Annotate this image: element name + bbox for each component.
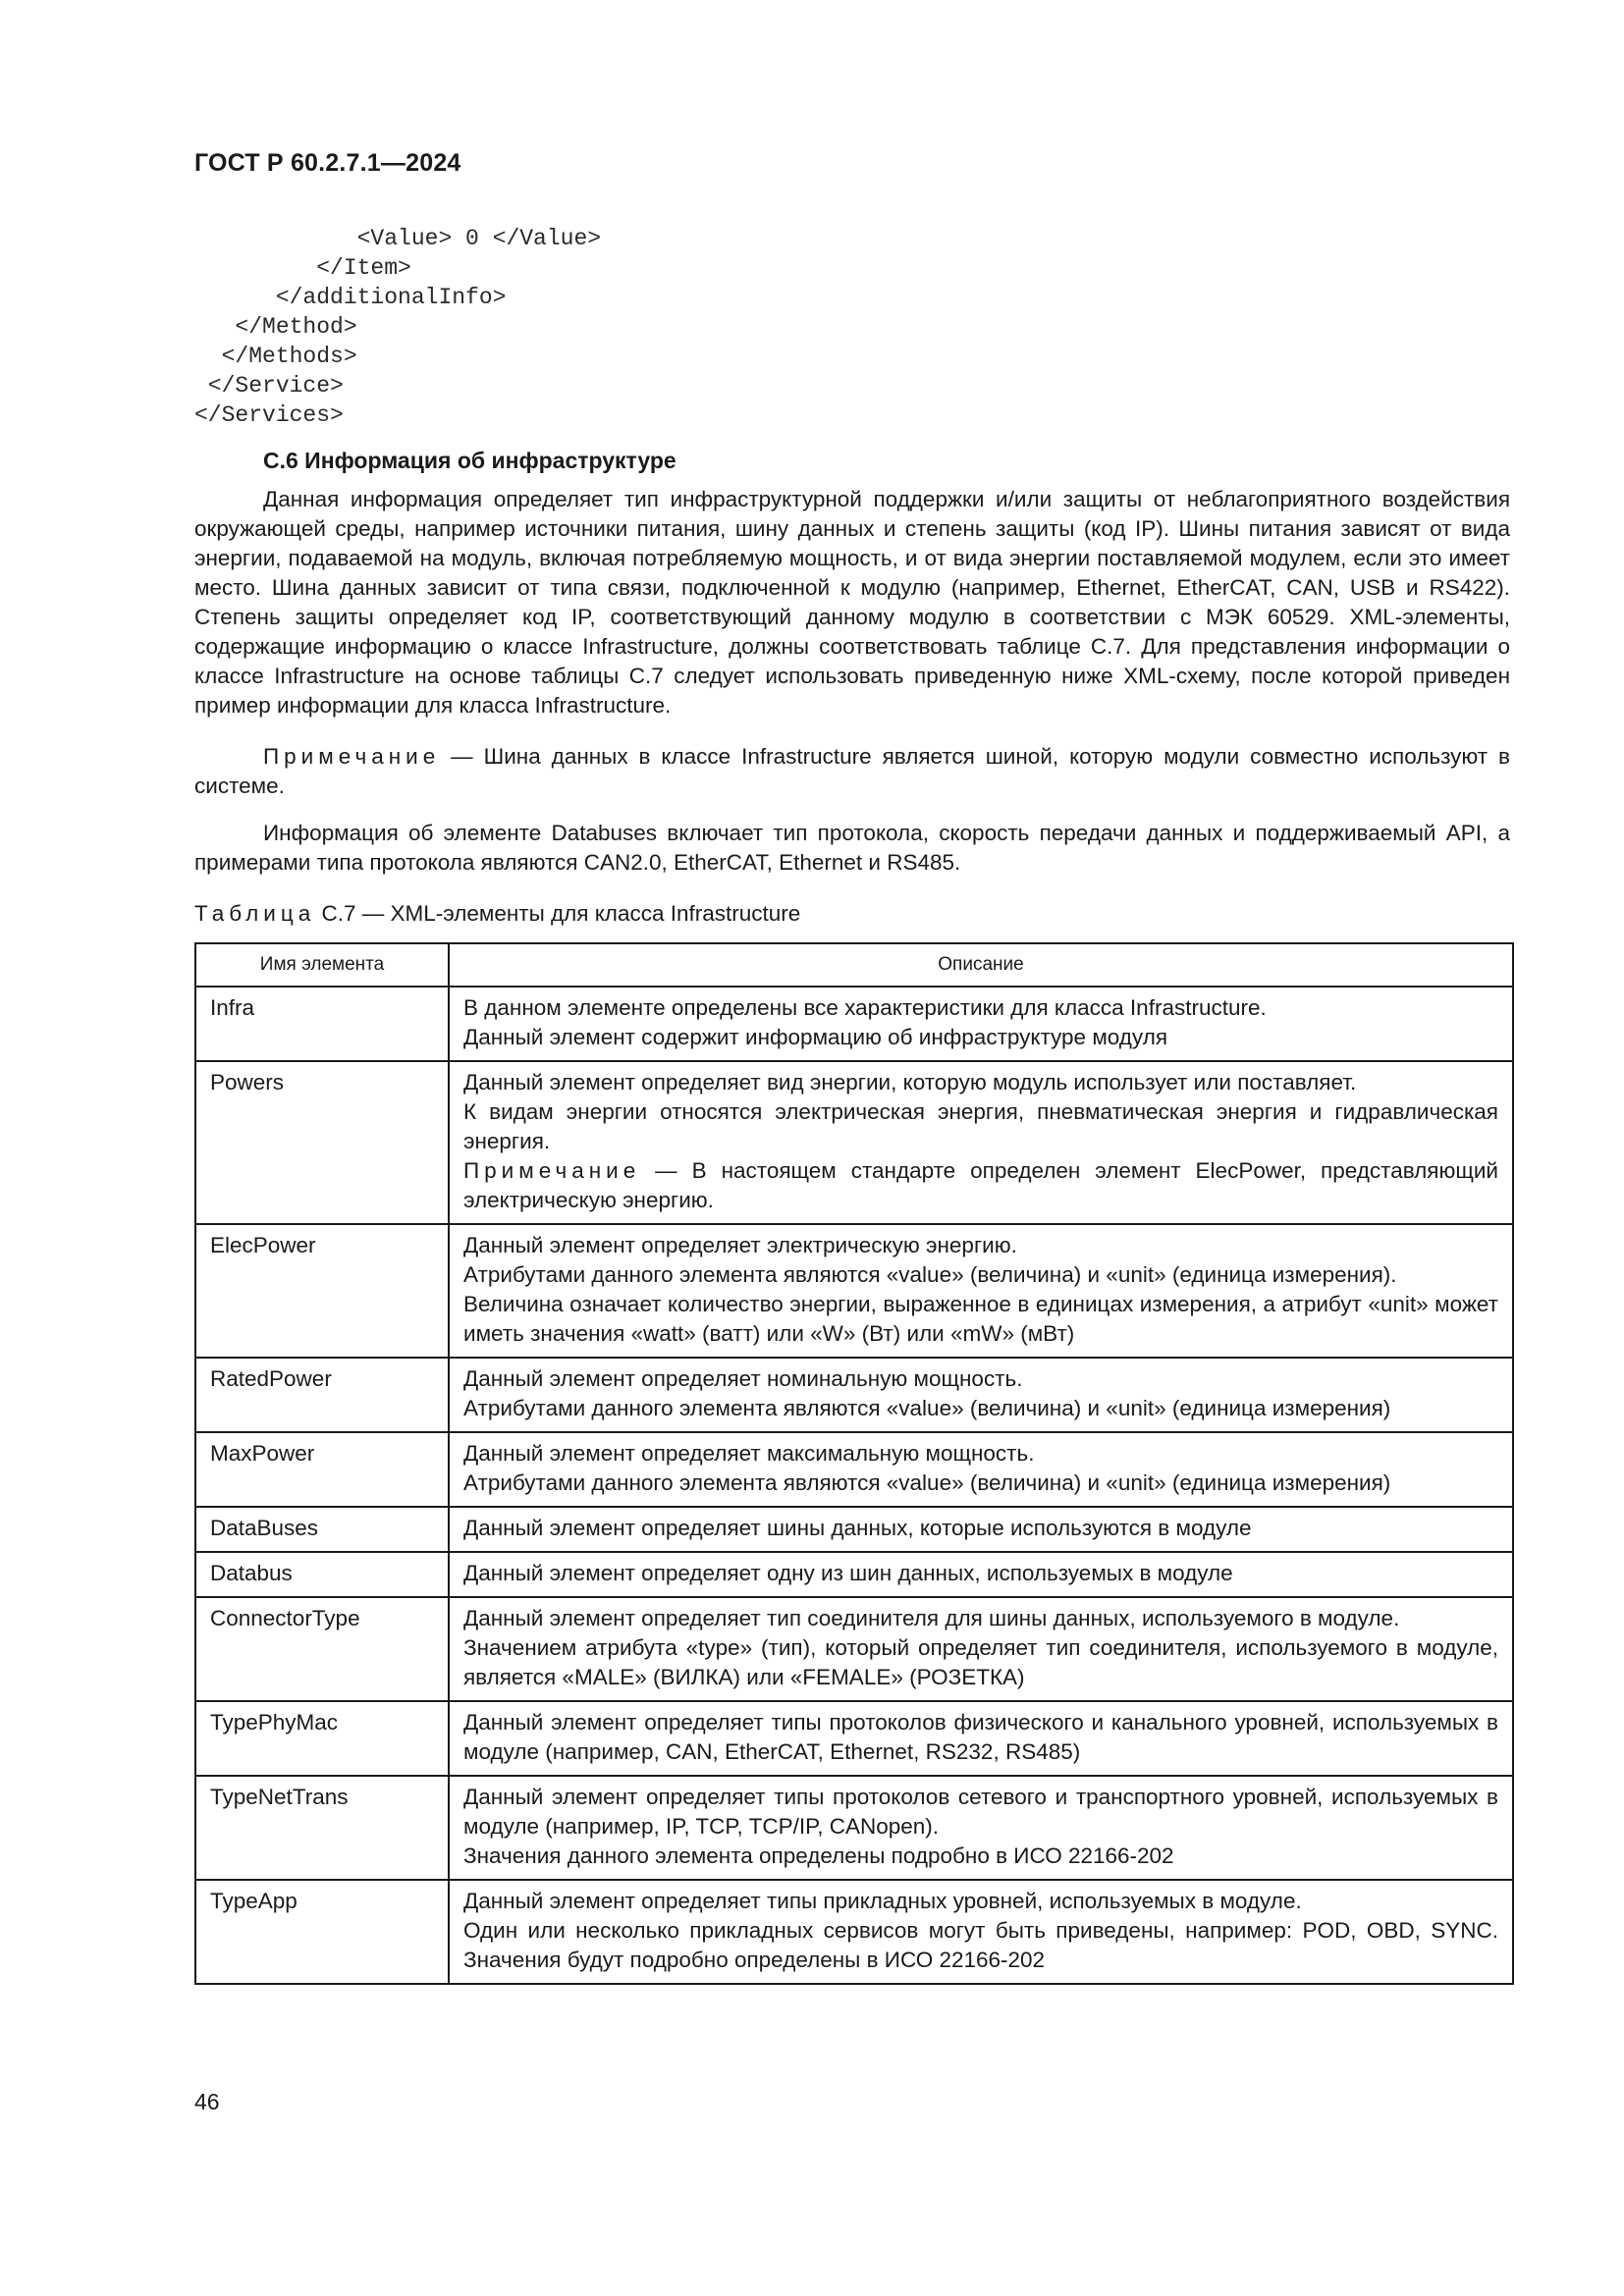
section-note xyxy=(194,742,1510,801)
table-row xyxy=(195,1358,1513,1432)
code-line: </Methods> xyxy=(194,344,357,369)
code-line: </Services> xyxy=(194,402,344,428)
description-line: Данный элемент определяет максимальную мощность. xyxy=(463,1441,1035,1466)
element-description xyxy=(449,1880,1513,1984)
description-line: Значения данного элемента определены подробно в ИСО 22166-202 xyxy=(463,1843,1174,1868)
table-caption-label: Таблица xyxy=(194,901,316,926)
description-line: Атрибутами данного элемента являются «value» (величина) и «unit» (единица измерения) xyxy=(463,1396,1391,1420)
element-name: TypeApp xyxy=(195,1880,449,1984)
element-name: RatedPower xyxy=(195,1358,449,1432)
note-label: Примечание xyxy=(263,744,441,769)
element-name: Infra xyxy=(195,987,449,1061)
element-description xyxy=(449,1597,1513,1701)
table-row xyxy=(195,1507,1513,1552)
section-paragraph: Данная информация определяет тип инфраструктурной поддержки и/или защиты от неблагоприятного воздействия окружающей среды, например источники питания, шину данных и степень защиты (код IP). Шины питания зависят от вида энергии, подаваемой на модуль, включая потребляемую мощность, и от вида энергии поставляемой модулем, если это имеет место. Шина данных зависит от типа связи, подключенной к модулю (например, Ethernet, EtherCAT, CAN, USB и RS422). Степень защиты определяет код IP, соответствующий данному модулю в соответствии с МЭК 60529. XML-элементы, содержащие информацию о классе Infrastructure, должны соответствовать таблице С.7. Для представления информации о классе Infrastructure на основе таблицы С.7 следует использовать приведенную ниже XML-схему, после которой приведен пример информации для класса Infrastructure. xyxy=(194,487,1510,718)
description-line: К видам энергии относятся электрическая энергия, пневматическая энергия и гидравлическая энергия. xyxy=(463,1099,1498,1153)
table-row xyxy=(195,1432,1513,1507)
description-line: Атрибутами данного элемента являются «value» (величина) и «unit» (единица измерения) xyxy=(463,1470,1391,1495)
description-line: Данный элемент определяет типы протоколов физического и канального уровней, используемых в модуле (например, CAN, EtherCAT, Ethernet, RS232, RS485) xyxy=(463,1710,1498,1764)
xml-elements-table xyxy=(194,942,1514,1985)
description-line: В данном элементе определены все характеристики для класса Infrastructure. xyxy=(463,995,1267,1020)
note-label: Примечание xyxy=(463,1158,641,1183)
element-description xyxy=(449,1776,1513,1880)
description-line: Данный элемент определяет одну из шин данных, используемых в модуле xyxy=(463,1561,1233,1585)
column-header-description: Описание xyxy=(449,943,1513,987)
element-name: Databus xyxy=(195,1552,449,1597)
description-line: Данный элемент определяет электрическую энергию. xyxy=(463,1233,1017,1257)
xml-code-block xyxy=(194,224,601,430)
element-name: ElecPower xyxy=(195,1224,449,1358)
element-description xyxy=(449,1552,1513,1597)
table-row xyxy=(195,1061,1513,1224)
description-line: Данный элемент определяет тип соединителя для шины данных, используемого в модуле. xyxy=(463,1606,1400,1630)
table-row xyxy=(195,1776,1513,1880)
section-title: С.6 Информация об инфраструктуре xyxy=(263,448,677,473)
table-row xyxy=(195,1701,1513,1776)
table-row xyxy=(195,987,1513,1061)
element-name: TypePhyMac xyxy=(195,1701,449,1776)
page-number: 46 xyxy=(194,2089,220,2114)
description-line: Данный элемент определяет типы протоколов сетевого и транспортного уровней, используемых в модуле (например, IP, TCP, TCP/IP, CANopen). xyxy=(463,1785,1498,1839)
table-row xyxy=(195,1597,1513,1701)
description-line: Данный элемент содержит информацию об инфраструктуре модуля xyxy=(463,1025,1168,1049)
note-text: — Шина данных в классе Infrastructure является шиной, которую модули совместно используют в системе. xyxy=(194,744,1510,798)
table-caption-text: С.7 — XML-элементы для класса Infrastructure xyxy=(315,901,801,926)
element-name: ConnectorType xyxy=(195,1597,449,1701)
element-description xyxy=(449,1061,1513,1224)
table-header-row xyxy=(195,943,1513,987)
table-row xyxy=(195,1224,1513,1358)
description-line: Данный элемент определяет номинальную мощность. xyxy=(463,1366,1023,1391)
element-description xyxy=(449,1432,1513,1507)
description-line: Величина означает количество энергии, выраженное в единицах измерения, а атрибут «unit» может иметь значения «watt» (ватт) или «W» (Вт) или «mW» (мВт) xyxy=(463,1292,1498,1346)
table-caption xyxy=(194,901,800,927)
element-description xyxy=(449,1507,1513,1552)
code-line: </Method> xyxy=(194,314,357,340)
description-line: Данный элемент определяет шины данных, которые используются в модуле xyxy=(463,1516,1252,1540)
element-name: Powers xyxy=(195,1061,449,1224)
standard-header: ГОСТ Р 60.2.7.1—2024 xyxy=(194,149,461,177)
description-line: Атрибутами данного элемента являются «value» (величина) и «unit» (единица измерения). xyxy=(463,1262,1397,1287)
table-row xyxy=(195,1552,1513,1597)
element-name: MaxPower xyxy=(195,1432,449,1507)
description-note xyxy=(463,1156,1498,1215)
element-description xyxy=(449,1358,1513,1432)
description-line: Данный элемент определяет вид энергии, которую модуль использует или поставляет. xyxy=(463,1070,1357,1095)
note-text: — В настоящем стандарте определен элемент ElecPower, представляющий электрическую энергию. xyxy=(463,1158,1498,1212)
element-description xyxy=(449,1701,1513,1776)
section-paragraph-databuses: Информация об элементе Databuses включает тип протокола, скорость передачи данных и поддерживаемый API, а примерами типа протокола являются CAN2.0, EtherCAT, Ethernet и RS485. xyxy=(194,821,1510,875)
description-line: Значением атрибута «type» (тип), который определяет тип соединителя, используемого в модуле, является «MALE» (ВИЛКА) или «FEMALE» (РОЗЕТКА) xyxy=(463,1635,1498,1689)
table-row xyxy=(195,1880,1513,1984)
description-line: Данный элемент определяет типы прикладных уровней, используемых в модуле. xyxy=(463,1889,1302,1913)
element-name: TypeNetTrans xyxy=(195,1776,449,1880)
code-line: </additionalInfo> xyxy=(194,285,507,310)
element-description xyxy=(449,1224,1513,1358)
code-line: <Value> 0 </Value> xyxy=(194,226,602,251)
code-line: </Item> xyxy=(194,255,411,281)
code-line: </Service> xyxy=(194,373,344,399)
description-line: Один или несколько прикладных сервисов могут быть приведены, например: POD, OBD, SYNC. Значения будут подробно определены в ИСО 22166-202 xyxy=(463,1918,1498,1972)
column-header-name: Имя элемента xyxy=(195,943,449,987)
element-name: DataBuses xyxy=(195,1507,449,1552)
element-description xyxy=(449,987,1513,1061)
